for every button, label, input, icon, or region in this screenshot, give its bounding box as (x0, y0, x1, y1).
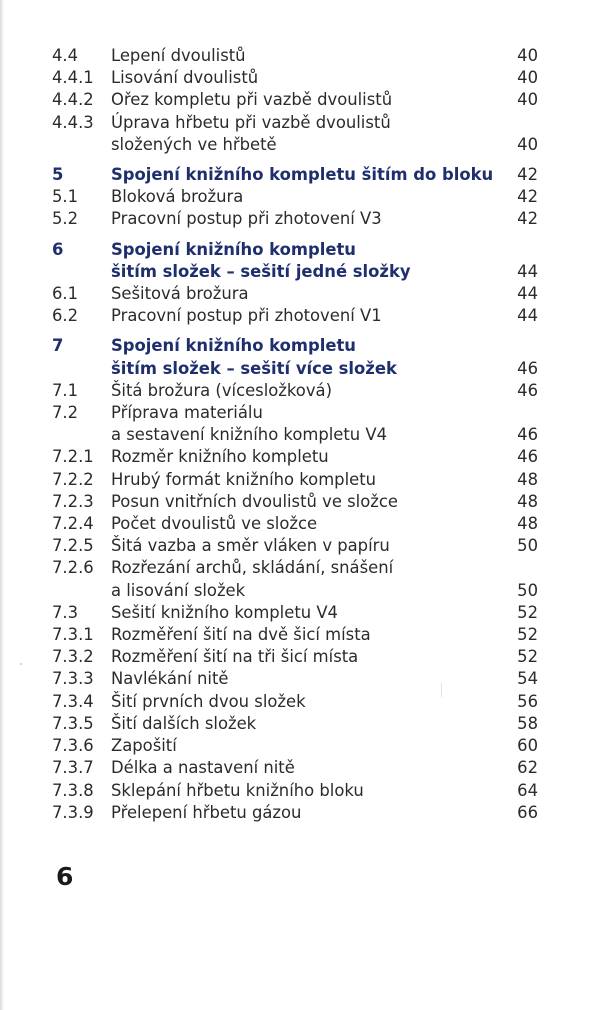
toc-entry[interactable] (52, 305, 538, 327)
toc-entry-title (111, 491, 498, 513)
toc-entry[interactable] (52, 89, 538, 111)
toc-entry-title-line: Navlékání nitě (111, 669, 229, 689)
toc-entry[interactable] (52, 802, 538, 824)
toc-entry-number: 7.3.1 (52, 625, 94, 645)
toc-entry-title-line: Příprava materiálu (111, 403, 263, 423)
toc-entry-number: 5 (52, 165, 64, 185)
toc-entry-page: 52 (517, 602, 538, 622)
toc-entry[interactable] (52, 402, 538, 446)
toc-entry-title (111, 646, 498, 668)
toc-entry-number: 5.2 (52, 209, 79, 229)
toc-entry-title-line: Spojení knižního kompletu (111, 336, 356, 356)
toc-entry-title (111, 380, 498, 402)
table-of-contents (52, 45, 538, 824)
toc-entry[interactable] (52, 112, 538, 156)
toc-entry[interactable] (52, 780, 538, 802)
toc-entry-title (111, 89, 498, 111)
toc-entry-number: 7.3.4 (52, 691, 94, 711)
toc-entry-title-line: Šití dalších složek (111, 713, 257, 733)
toc-entry-number: 6.2 (52, 306, 79, 326)
toc-chapter-entry[interactable] (52, 164, 538, 186)
toc-entry-title (111, 668, 498, 690)
toc-entry-page: 48 (517, 469, 538, 489)
toc-entry-title-line: Hrubý formát knižního kompletu (111, 469, 377, 489)
toc-entry-title (111, 802, 498, 824)
toc-entry-number: 7.3.6 (52, 736, 94, 756)
toc-entry-page: 62 (517, 758, 538, 778)
toc-entry-title-line: Počet dvoulistů ve složce (111, 514, 318, 534)
toc-entry-title (111, 186, 498, 208)
toc-entry-title-line: Rozměr knižního kompletu (111, 447, 329, 467)
toc-entry[interactable] (52, 513, 538, 535)
toc-entry-page: 44 (517, 284, 538, 304)
toc-entry-page: 42 (517, 209, 538, 229)
toc-entry-page: 44 (517, 306, 538, 326)
toc-entry-title (111, 713, 498, 735)
toc-entry[interactable] (52, 557, 538, 601)
toc-entry-title-line: Lepení dvoulistů (111, 46, 246, 65)
toc-entry-page: 66 (517, 802, 538, 822)
toc-entry[interactable] (52, 45, 538, 67)
toc-entry-title (111, 239, 498, 283)
toc-entry-title-line: šitím složek – sešití více složek (111, 358, 397, 378)
toc-entry-title (111, 557, 498, 601)
toc-entry[interactable] (52, 602, 538, 624)
toc-entry-title-line: Rozměření šití na dvě šicí místa (111, 625, 371, 645)
toc-entry-page: 64 (517, 780, 538, 800)
toc-entry-page: 46 (517, 358, 538, 378)
toc-entry-title-line: Šitá brožura (vícesložková) (111, 380, 332, 400)
toc-entry-number: 7.2.6 (52, 558, 94, 578)
toc-entry-page: 52 (517, 647, 538, 667)
toc-entry-number: 7.2.1 (52, 447, 94, 467)
toc-entry-page: 60 (517, 736, 538, 756)
toc-entry-page: 46 (517, 425, 538, 445)
toc-entry-title (111, 535, 498, 557)
toc-entry-title-line: šitím složek – sešití jedné složky (111, 261, 411, 281)
toc-entry-title-line: Sklepání hřbetu knižního bloku (111, 780, 364, 800)
toc-chapter-entry[interactable] (52, 239, 538, 283)
toc-entry-title-line: Sešití knižního kompletu V4 (111, 602, 338, 622)
toc-entry-page: 48 (517, 514, 538, 534)
toc-entry-title (111, 469, 498, 491)
toc-entry-title-line: Pracovní postup při zhotovení V1 (111, 306, 382, 326)
toc-entry-title (111, 735, 498, 757)
toc-entry-title-line: a lisování složek (111, 580, 246, 600)
toc-entry-page: 46 (517, 447, 538, 467)
toc-entry-number: 7.1 (52, 380, 79, 400)
toc-entry-title-line: Spojení knižního kompletu šitím do bloku (111, 165, 494, 185)
toc-entry[interactable] (52, 186, 538, 208)
toc-entry-title (111, 112, 498, 156)
toc-entry-title-line: Posun vnitřních dvoulistů ve složce (111, 491, 398, 511)
toc-entry-title (111, 757, 498, 779)
toc-entry-page: 48 (517, 491, 538, 511)
toc-entry[interactable] (52, 208, 538, 230)
toc-entry[interactable] (52, 757, 538, 779)
toc-entry-number: 7.3 (52, 602, 79, 622)
toc-entry[interactable] (52, 446, 538, 468)
toc-entry-number: 4.4.3 (52, 112, 94, 132)
toc-entry-title-line: a sestavení knižního kompletu V4 (111, 425, 388, 445)
toc-entry-page: 40 (517, 68, 538, 88)
toc-entry-title-line: Šitá vazba a směr vláken v papíru (111, 536, 390, 556)
toc-entry-number: 7.3.2 (52, 647, 94, 667)
toc-entry[interactable] (52, 668, 538, 690)
toc-entry-title (111, 624, 498, 646)
toc-entry-title (111, 45, 498, 67)
toc-entry-title-line: Sešitová brožura (111, 284, 249, 304)
toc-entry-title-line: Šití prvních dvou složek (111, 691, 306, 711)
toc-entry-page: 42 (517, 187, 538, 207)
toc-entry[interactable] (52, 491, 538, 513)
toc-entry-title-line: Bloková brožura (111, 187, 244, 207)
toc-entry-number: 7.2.5 (52, 536, 94, 556)
toc-entry-title-line: Lisování dvoulistů (111, 68, 259, 88)
toc-entry-title-line: Zapošití (111, 736, 177, 756)
toc-entry-page: 40 (517, 134, 538, 154)
toc-entry-number: 4.4.2 (52, 90, 94, 110)
toc-chapter-entry[interactable] (52, 335, 538, 379)
toc-entry-number: 7.3.7 (52, 758, 94, 778)
toc-entry-number: 7.2.4 (52, 514, 94, 534)
toc-entry[interactable] (52, 713, 538, 735)
toc-entry[interactable] (52, 646, 538, 668)
toc-entry-title (111, 513, 498, 535)
toc-entry-title-line: Pracovní postup při zhotovení V3 (111, 209, 382, 229)
toc-entry-page: 58 (517, 713, 538, 733)
toc-entry-title-line: Rozřezání archů, skládání, snášení (111, 558, 394, 578)
paper-speck (20, 663, 22, 665)
toc-entry-number: 7.3.8 (52, 780, 94, 800)
toc-entry-number: 7.2 (52, 403, 79, 423)
toc-entry-title-line: Délka a nastavení nitě (111, 758, 295, 778)
toc-entry-title (111, 305, 498, 327)
toc-entry[interactable] (52, 735, 538, 757)
toc-entry[interactable] (52, 283, 538, 305)
toc-entry-number: 7.3.5 (52, 713, 94, 733)
toc-entry-page: 52 (517, 625, 538, 645)
toc-entry-title (111, 402, 498, 446)
toc-entry[interactable] (52, 691, 538, 713)
toc-entry-title-line: Přelepení hřbetu gázou (111, 802, 302, 822)
toc-entry-page: 56 (517, 691, 538, 711)
toc-entry-title (111, 208, 498, 230)
toc-entry-title-line: Spojení knižního kompletu (111, 239, 356, 259)
toc-entry-number: 7 (52, 336, 64, 356)
toc-entry-number: 7.2.3 (52, 491, 94, 511)
toc-entry-title (111, 335, 498, 379)
toc-entry-title (111, 446, 498, 468)
toc-entry-title-line: složených ve hřbetě (111, 134, 277, 154)
toc-entry-page: 40 (517, 46, 538, 65)
toc-entry-title-line: Rozměření šití na tři šicí místa (111, 647, 359, 667)
toc-entry-number: 7.3.3 (52, 669, 94, 689)
toc-entry-title-line: Úprava hřbetu při vazbě dvoulistů (111, 112, 391, 132)
toc-entry[interactable] (52, 624, 538, 646)
toc-entry[interactable] (52, 380, 538, 402)
toc-entry-number: 4.4.1 (52, 68, 94, 88)
toc-entry-page: 46 (517, 380, 538, 400)
toc-entry-page: 50 (517, 580, 538, 600)
toc-entry-page: 40 (517, 90, 538, 110)
toc-entry[interactable] (52, 67, 538, 89)
toc-entry-page: 44 (517, 261, 538, 281)
toc-entry-page: 54 (517, 669, 538, 689)
toc-entry-title (111, 691, 498, 713)
toc-entry-title (111, 67, 498, 89)
toc-entry-number: 5.1 (52, 187, 79, 207)
toc-entry-number: 6.1 (52, 284, 79, 304)
toc-entry[interactable] (52, 535, 538, 557)
toc-entry-title (111, 164, 498, 186)
toc-entry-title-line: Ořez kompletu při vazbě dvoulistů (111, 90, 393, 110)
page-edge-shadow (0, 0, 4, 1010)
toc-entry-number: 6 (52, 239, 64, 259)
toc-entry-title (111, 780, 498, 802)
toc-entry-title (111, 602, 498, 624)
toc-entry-number: 7.3.9 (52, 802, 94, 822)
toc-entry-page: 42 (517, 165, 538, 185)
toc-entry-number: 7.2.2 (52, 469, 94, 489)
toc-entry-page: 50 (517, 536, 538, 556)
page-number: 6 (56, 862, 74, 891)
toc-entry-title (111, 283, 498, 305)
toc-entry-number: 4.4 (52, 46, 79, 65)
toc-entry[interactable] (52, 469, 538, 491)
